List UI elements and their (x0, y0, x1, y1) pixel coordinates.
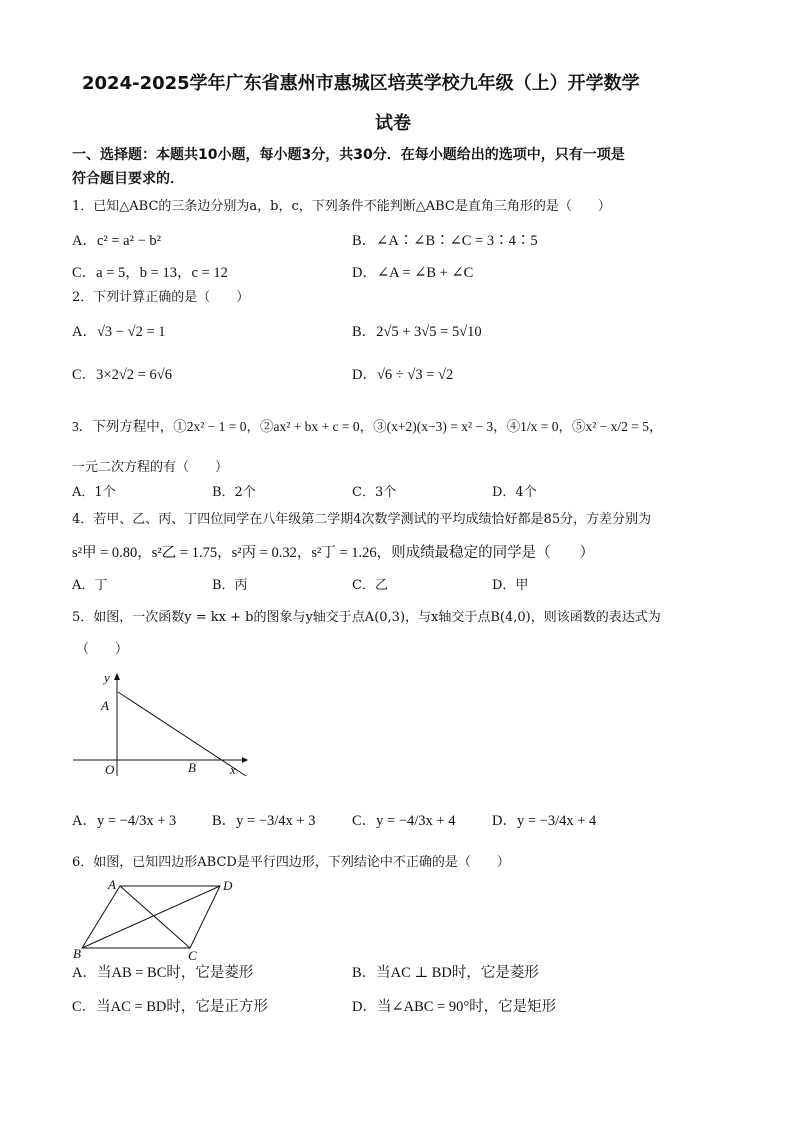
q1-stem-text: 1．已知△ABC的三条边分别为a，b，c，下列条件不能判断△ABC是直角三角形的是（ ） (72, 199, 611, 214)
label-y: y (104, 670, 110, 685)
q6-option-d: D．当∠ABC = 90°时，它是矩形 (352, 999, 557, 1015)
y-axis-arrow (114, 673, 120, 680)
q6-parallelogram-figure (70, 876, 240, 962)
q1-stem (72, 199, 611, 216)
q4-stem-2: s²甲 = 0.80，s²乙 = 1.75，s²丙 = 0.32，s²丁 = 1.26，则成绩最稳定的同学是（ ） (72, 545, 595, 561)
vertex-label-c: C (188, 948, 197, 962)
label-x: x (230, 762, 236, 777)
q3-stem: 3．下列方程中，①2x² − 1 = 0，②ax² + bx + c = 0，③(x+2)(x−3) = x² − 3，④1/x = 0，⑤x² − x/2 = 5， (72, 419, 663, 434)
q5-option-c: C．y = −4/3x + 4 (352, 813, 456, 829)
section-header-line-2: 符合题目要求的． (72, 171, 184, 187)
q6-option-a: A．当AB = BC时，它是菱形 (72, 965, 254, 981)
q4-option-a: A．丁 (72, 578, 108, 593)
q5-graph-figure (70, 668, 250, 780)
q4-option-d: D．甲 (492, 578, 529, 593)
q1-option-a: A．c² = a² − b² (72, 233, 161, 249)
q4-option-c: C．乙 (352, 578, 388, 593)
q3-option-c: C．3个 (352, 485, 397, 500)
q3-option-b: B．2个 (212, 485, 256, 500)
q1-option-d: D．∠A = ∠B + ∠C (352, 265, 474, 281)
diagonal-ac (120, 886, 190, 948)
section-header-line-1: 一、选择题：本题共10小题，每小题3分，共30分．在每小题给出的选项中，只有一项是 (72, 147, 625, 163)
title-line-1: 2024-2025学年广东省惠州市惠城区培英学校九年级（上）开学数学 (82, 73, 640, 94)
q3-option-a: A．1个 (72, 485, 116, 500)
diagonal-bd (82, 886, 220, 948)
q2-option-b: B．2√5 + 3√5 = 5√10 (352, 324, 482, 340)
q4-stem: 4．若甲、乙、丙、丁四位同学在八年级第二学期4次数学测试的平均成绩恰好都是85分，方差分别为 (72, 512, 652, 527)
label-point-b: B (188, 760, 196, 775)
q5-option-a: A．y = −4/3x + 3 (72, 813, 177, 829)
label-point-a: A (101, 698, 109, 713)
q2-option-a: A．√3 − √2 = 1 (72, 324, 166, 340)
q4-option-b: B．丙 (212, 578, 248, 593)
q5-stem: 5．如图，一次函数y = kx + b的图象与y轴交于点A(0,3)，与x轴交于点B(4,0)，则该函数的表达式为 (72, 610, 661, 625)
x-axis-arrow (242, 757, 248, 763)
q5-stem-2: （ ） (76, 642, 129, 657)
q6-option-b: B．当AC ⊥ BD时，它是菱形 (352, 965, 539, 981)
label-origin: O (105, 762, 115, 777)
q1-option-b: B．∠A∶∠B∶∠C = 3∶4∶5 (352, 233, 538, 249)
q5-option-d: D．y = −3/4x + 4 (492, 813, 597, 829)
q3-stem-2: 一元二次方程的有（ ） (72, 460, 229, 475)
vertex-label-d: D (223, 878, 233, 893)
function-line (118, 692, 246, 776)
q2-option-d: D．√6 ÷ √3 = √2 (352, 367, 454, 383)
q6-stem: 6．如图，已知四边形ABCD是平行四边形，下列结论中不正确的是（ ） (72, 855, 510, 870)
q2-stem: 2．下列计算正确的是（ ） (72, 290, 250, 305)
q5-option-b: B．y = −3/4x + 3 (212, 813, 316, 829)
vertex-label-b: B (73, 946, 81, 961)
q1-option-c: C．a = 5，b = 13，c = 12 (72, 265, 228, 281)
q2-option-c: C．3×2√2 = 6√6 (72, 367, 172, 383)
title-line-2: 试卷 (375, 113, 411, 134)
vertex-label-a: A (108, 877, 116, 892)
q6-option-c: C．当AC = BD时，它是正方形 (72, 999, 268, 1015)
q3-option-d: D．4个 (492, 485, 537, 500)
